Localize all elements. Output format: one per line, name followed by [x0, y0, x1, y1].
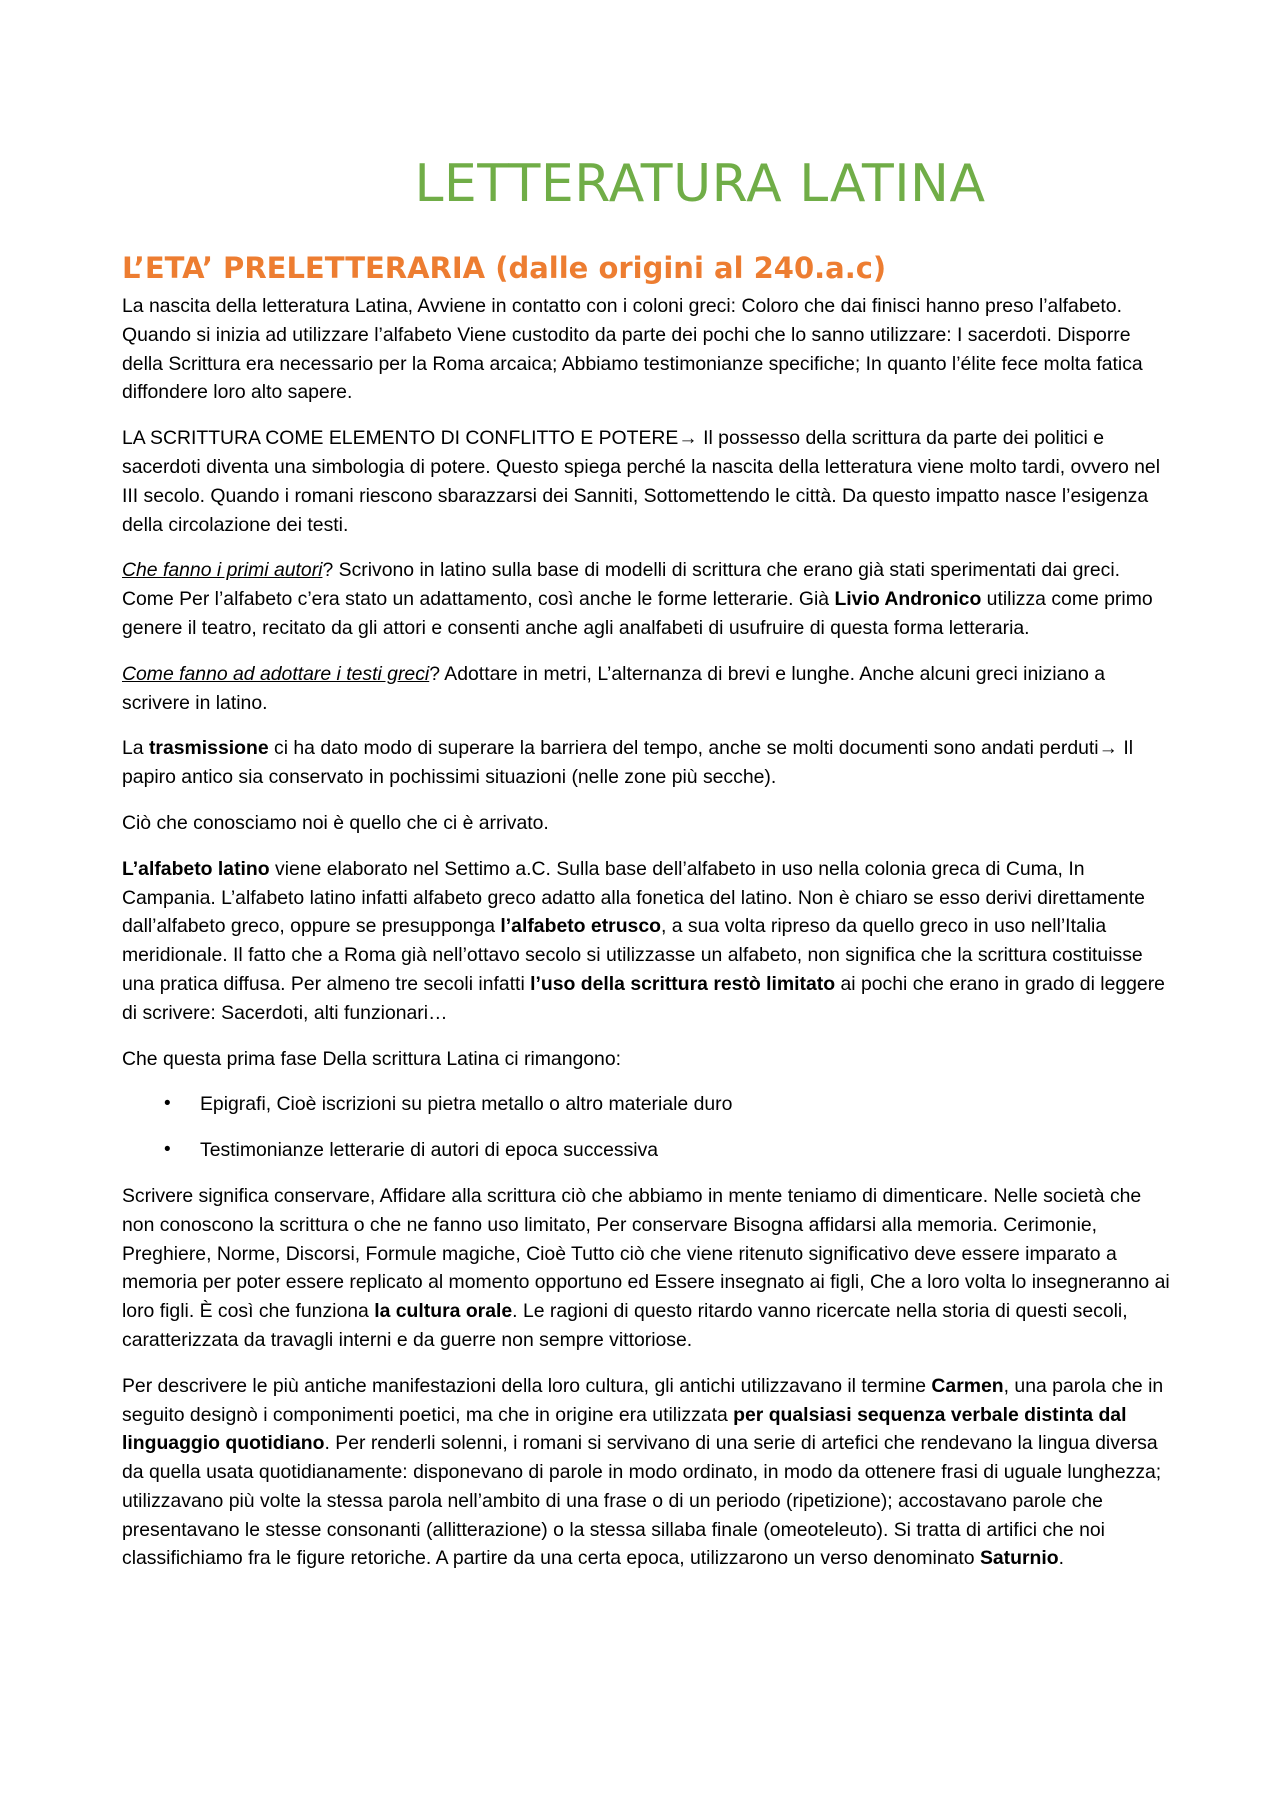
document-body [122, 250, 1170, 1590]
bold-alfabeto-etrusco: l’alfabeto etrusco [500, 915, 661, 938]
text-span: ai pochi che erano in grado di leggere di scrivere: Sacerdoti, alti funzionari… [122, 972, 1165, 1024]
bullet-list [122, 1090, 1170, 1165]
list-item [122, 1090, 1170, 1119]
text-span: , a sua volta ripreso da quello greco in uso nell’Italia meridionale. Il fatto che a Roma già nell’ottavo secolo si utilizzasse un alfabeto, non significa che la scrittura costituisse una pratica diffusa. Per almeno tre secoli infatti [122, 915, 1143, 995]
text-span: Per descrivere le più antiche manifestazioni della loro cultura, gli antichi utilizzavano il termine [122, 1374, 932, 1397]
list-item-text: Epigrafi, Cioè iscrizioni su pietra metallo o altro materiale duro [200, 1093, 733, 1116]
bold-saturnio: Saturnio [979, 1547, 1059, 1570]
question-testi-greci: Come fanno ad adottare i testi greci [122, 662, 430, 685]
text-span: viene elaborato nel Settimo a.C. Sulla base dell’alfabeto in uso nella colonia greca di Cuma, In Campania. L’alfabeto latino infatti alfabeto greco adatto alla fonetica del latino. Non è chiaro se esso derivi direttamente dall’alfabeto greco, oppure se presupponga [122, 857, 1145, 938]
list-item-text: Testimonianze letterarie di autori di epoca successiva [200, 1139, 659, 1162]
document-title: LETTERATURA LATINA [414, 154, 986, 214]
bold-livio-andronico: Livio Andronico [834, 588, 982, 611]
text-span: ci ha dato modo di superare la barriera del tempo, anche se molti documenti sono andati perduti→ Il papiro antico sia conservato in pochissimi situazioni (nelle zone più secche). [122, 737, 1134, 789]
bold-cultura-orale: la cultura orale [374, 1300, 513, 1323]
text-span: . [1058, 1547, 1065, 1570]
text-span: ? Scrivono in latino sulla base di modelli di scrittura che erano già stati sperimentati dai greci. Come Per l’alfabeto c’era stato un adattamento, così anche le forme letterarie. Già [122, 559, 1121, 611]
text-span: Scrivere significa conservare, Affidare alla scrittura ciò che abbiamo in mente teniamo di dimenticare. Nelle società che non conoscono la scrittura o che ne fanno uso limitato, Per conservare Bisogna affidarsi alla memoria. Cerimonie, Preghiere, Norme, Discorsi, Formule magiche, Cioè Tutto ciò che viene ritenuto significativo deve essere imparato a memoria per poter essere replicato al momento opportuno ed Essere insegnato ai figli, Che a loro volta lo insegneranno ai loro figli. È così che funziona [122, 1184, 1170, 1323]
section-heading: L’ETA’ PRELETTERARIA (dalle origini al 240.a.c) [122, 251, 887, 285]
list-item [122, 1136, 1170, 1165]
paragraph-prima-fase: Che questa prima fase Della scrittura Latina ci rimangono: [122, 1047, 622, 1070]
text-span: ? Adottare in metri, L’alternanza di brevi e lunghe. Anche alcuni greci iniziano a scrivere in latino. [122, 662, 1106, 714]
paragraph-alfabeto-latino [122, 855, 1170, 1028]
bold-alfabeto-latino: L’alfabeto latino [122, 857, 270, 880]
paragraph-testi-greci [122, 660, 1170, 718]
paragraph-origins: La nascita della letteratura Latina, Avviene in contatto con i coloni greci: Coloro che dai finisci hanno preso l’alfabeto. Quando si inizia ad utilizzare l’alfabeto Viene custodito da parte dei pochi che lo sanno utilizzare: I sacerdoti. Disporre della Scrittura era necessario per la Roma arcaica; Abbiamo testimonianze specifiche; In quanto l’élite fece molta fatica diffondere loro alto sapere. [122, 295, 1143, 404]
paragraph-cultura-orale [122, 1182, 1170, 1355]
paragraph-scrittura-potere: LA SCRITTURA COME ELEMENTO DI CONFLITTO E POTERE→ Il possesso della scrittura da parte dei politici e sacerdoti diventa una simbologia di potere. Questo spiega perché la nascita della letteratura viene molto tardi, ovvero nel III secolo. Quando i romani riescono sbarazzarsi dei Sanniti, Sottomettendo le città. Da questo impatto nasce l’esigenza della circolazione dei testi. [122, 427, 1161, 536]
text-span: , una parola che in seguito designò i componimenti poetici, ma che in origine era utilizzata [122, 1374, 1164, 1426]
bold-uso-scrittura: l’uso della scrittura restò limitato [530, 972, 836, 995]
paragraph-trasmissione [122, 734, 1170, 792]
paragraph-conosciamo: Ciò che conosciamo noi è quello che ci è arrivato. [122, 811, 549, 834]
bold-trasmissione: trasmissione [148, 737, 269, 760]
paragraph-carmen [122, 1372, 1170, 1574]
bold-carmen: Carmen [931, 1374, 1004, 1397]
bold-sequenza-verbale: per qualsiasi sequenza verbale distinta dal linguaggio quotidiano [122, 1403, 1127, 1455]
bullet-icon: • [164, 1093, 171, 1115]
bullet-icon: • [164, 1139, 171, 1161]
paragraph-primi-autori [122, 556, 1170, 642]
text-span: La [122, 737, 149, 760]
text-span: . Per renderli solenni, i romani si servivano di una serie di artefici che rendevano la lingua diversa da quella usata quotidianamente: disponevano di parole in modo ordinato, in modo da ottenere frasi di uguale lunghezza; utilizzavano più volte la stessa parola nell’ambito di una frase o di un periodo (ripetizione); accostavano parole che presentavano le stesse consonanti (allitterazione) o la stessa sillaba finale (omeoteleuto). Si tratta di artifici che noi classifichiamo fra le figure retoriche. A partire da una certa epoca, utilizzarono un verso denominato [122, 1432, 1162, 1570]
text-span: . Le ragioni di questo ritardo vanno ricercate nella storia di questi secoli, caratterizzata da travagli interni e da guerre non sempre vittoriose. [122, 1300, 1128, 1351]
text-span: utilizza come primo genere il teatro, recitato da gli attori e consenti anche agli analfabeti di usufruire di questa forma letteraria. [122, 588, 1153, 639]
question-primi-autori: Che fanno i primi autori [122, 559, 323, 582]
